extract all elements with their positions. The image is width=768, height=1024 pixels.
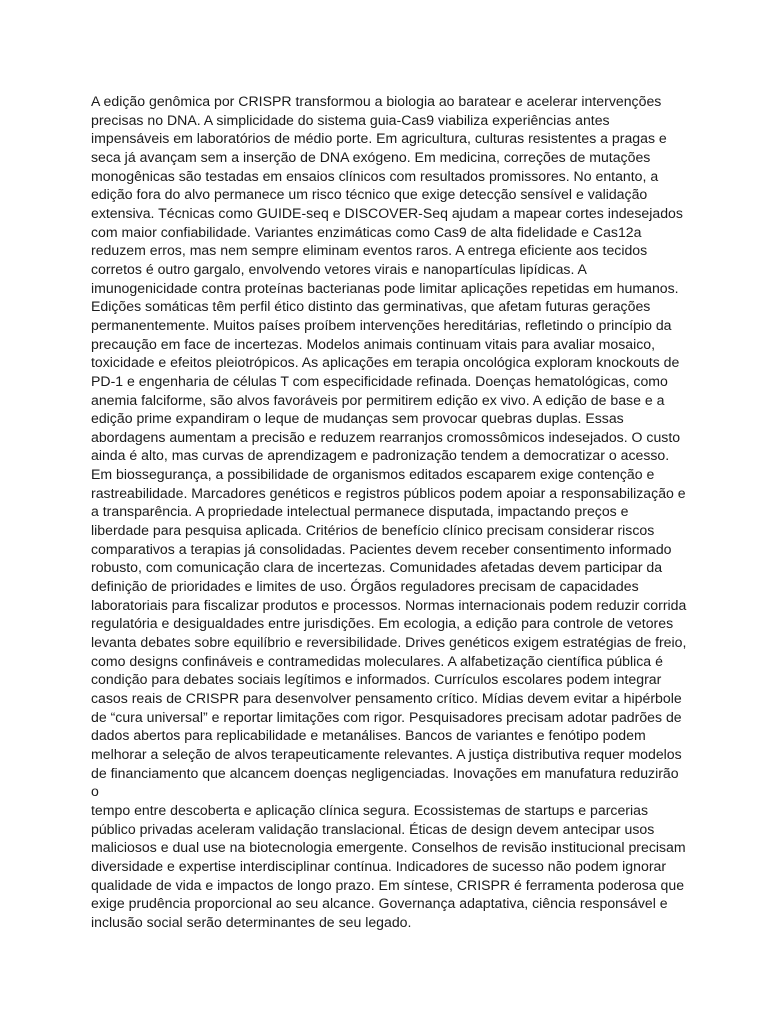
body-paragraph: A edição genômica por CRISPR transformou a biologia ao baratear e acelerar intervenções precisas no DNA. A simplicidade do sistema guia-Cas9 viabiliza experiências antes impensáveis em laboratórios de médio porte. Em agricultura, culturas resistentes a pragas e seca já avançam sem a inserção de DNA exógeno. Em medicina, correções de mutações monogênicas são testadas em ensaios clínicos com resultados promissores. No entanto, a edição fora do alvo permanece um risco técnico que exige detecção sensível e validação extensiva. Técnicas como GUIDE-seq e DISCOVER-Seq ajudam a mapear cortes indesejados com maior confiabilidade. Variantes enzimáticas como Cas9 de alta fidelidade e Cas12a reduzem erros, mas nem sempre eliminam eventos raros. A entrega eficiente aos tecidos corretos é outro gargalo, envolvendo vetores virais e nanopartículas lipídicas. A imunogenicidade contra proteínas bacterianas pode limitar aplicações repetidas em humanos. Edições somáticas têm perfil ético distinto das germinativas, que afetam futuras gerações permanentemente. Muitos países proíbem intervenções hereditárias, refletindo o princípio da precaução em face de incertezas. Modelos animais continuam vitais para avaliar mosaico, toxicidade e efeitos pleiotrópicos. As aplicações em terapia oncológica exploram knockouts de PD-1 e engenharia de células T com especificidade refinada. Doenças hematológicas, como anemia falciforme, são alvos favoráveis por permitirem edição ex vivo. A edição de base e a edição prime expandiram o leque de mudanças sem provocar quebras duplas. Essas abordagens aumentam a precisão e reduzem rearranjos cromossômicos indesejados. O custo ainda é alto, mas curvas de aprendizagem e padronização tendem a democratizar o acesso. Em biossegurança, a possibilidade de organismos editados escaparem exige contenção e rastreabilidade. Marcadores genéticos e registros públicos podem apoiar a responsabilização e a transparência. A propriedade intelectual permanece disputada, impactando preços e liberdade para pesquisa aplicada. Critérios de benefício clínico precisam considerar riscos comparativos a terapias já consolidadas. Pacientes devem receber consentimento informado robusto, com comunicação clara de incertezas. Comunidades afetadas devem participar da definição de prioridades e limites de uso. Órgãos reguladores precisam de capacidades laboratoriais para fiscalizar produtos e processos. Normas internacionais podem reduzir corrida regulatória e desigualdades entre jurisdições. Em ecologia, a edição para controle de vetores levanta debates sobre equilíbrio e reversibilidade. Drives genéticos exigem estratégias de freio, como designs confináveis e contramedidas moleculares. A alfabetização científica pública é condição para debates sociais legítimos e informados. Currículos escolares podem integrar casos reais de CRISPR para desenvolver pensamento crítico. Mídias devem evitar a hipérbole de “cura universal” e reportar limitações com rigor. Pesquisadores precisam adotar padrões de dados abertos para replicabilidade e metanálises. Bancos de variantes e fenótipo podem melhorar a seleção de alvos terapeuticamente relevantes. A justiça distributiva requer modelos de financiamento que alcancem doenças negligenciadas. Inovações em manufatura reduzirão o tempo entre descoberta e aplicação clínica segura. Ecossistemas de startups e parcerias público privadas aceleram validação translacional. Éticas de design devem antecipar usos maliciosos e dual use na biotecnologia emergente. Conselhos de revisão institucional precisam diversidade e expertise interdisciplinar contínua. Indicadores de sucesso não podem ignorar qualidade de vida e impactos de longo prazo. Em síntese, CRISPR é ferramenta poderosa que exige prudência proporcional ao seu alcance. Governança adaptativa, ciência responsável e inclusão social serão determinantes de seu legado. [91, 93, 687, 930]
